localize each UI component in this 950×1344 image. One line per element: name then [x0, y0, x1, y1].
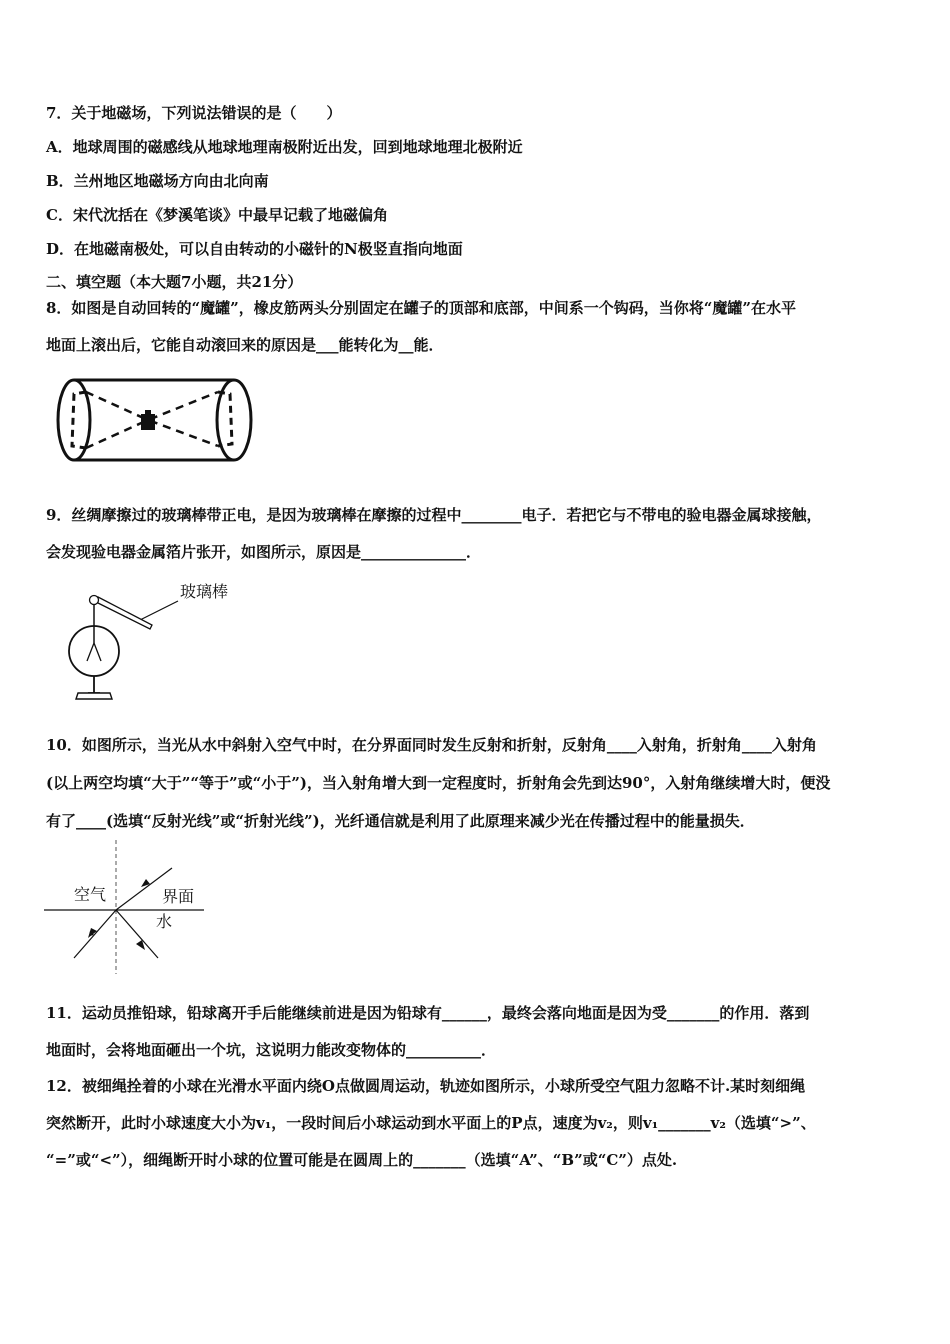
q12-line-3: “=”或“<”），细绳断开时小球的位置可能是在圆周上的_______（选填“A”、“B”或“C”）点处. — [46, 1151, 678, 1169]
water-label: 水 — [156, 912, 173, 931]
q8-line-1: 8．如图是自动回转的“魔罐”，橡皮筋两头分别固定在罐子的顶部和底部，中间系一个钩码，当你将“魔罐”在水平 — [46, 299, 796, 317]
q9-line-1: 9．丝绸摩擦过的玻璃棒带正电，是因为玻璃棒在摩擦的过程中________电子．若把它与不带电的验电器金属球接触， — [46, 506, 822, 524]
q8-line-2: 地面上滚出后，它能自动滚回来的原因是___能转化为__能． — [46, 336, 444, 354]
refraction-figure — [44, 840, 214, 976]
q7-stem: 7．关于地磁场，下列说法错误的是（ ） — [46, 104, 342, 122]
q9-line-2: 会发现验电器金属箔片张开，如图所示，原因是______________． — [46, 543, 482, 561]
section-heading: 二、填空题（本大题7小题，共21分） — [46, 273, 303, 291]
electroscope-figure — [60, 575, 250, 715]
q7-option-b: B．兰州地区地磁场方向由北向南 — [46, 172, 269, 190]
q10-line-1: 10．如图所示，当光从水中斜射入空气中时，在分界面同时发生反射和折射，反射角____入射角，折射角____入射角 — [46, 736, 817, 754]
q7-option-d: D．在地磁南极处，可以自由转动的小磁针的N极竖直指向地面 — [46, 240, 463, 258]
q11-line-1: 11．运动员推铅球，铅球离开手后能继续前进是因为铅球有______，最终会落向地面是因为受_______的作用．落到 — [46, 1004, 810, 1022]
air-label: 空气 — [74, 885, 107, 904]
interface-label: 界面 — [162, 887, 195, 906]
q7-option-c: C．宋代沈括在《梦溪笔谈》中最早记载了地磁偏角 — [46, 206, 388, 224]
q12-line-2: 突然断开，此时小球速度大小为v₁，一段时间后小球运动到水平面上的P点，速度为v₂，则v₁_______v₂（选填“>”、 — [46, 1114, 816, 1132]
q7-option-a: A．地球周围的磁感线从地球地理南极附近出发，回到地球地理北极附近 — [46, 138, 523, 156]
q10-line-3: 有了____(选填“反射光线”或“折射光线”)，光纤通信就是利用了此原理来减少光在传播过程中的能量损失． — [46, 812, 755, 830]
incident-ray — [74, 910, 116, 958]
q12-line-1: 12．被细绳拴着的小球在光滑水平面内绕O点做圆周运动，轨迹如图所示，小球所受空气阻力忽略不计.某时刻细绳 — [46, 1077, 806, 1095]
magic-can-figure — [52, 372, 257, 468]
glass-rod-label: 玻璃棒 — [180, 582, 229, 601]
q10-line-2: (以上两空均填“大于”“等于”或“小于”)，当入射角增大到一定程度时，折射角会先到达90°，入射角继续增大时，便没 — [46, 774, 831, 792]
q11-line-2: 地面时，会将地面砸出一个坑，这说明力能改变物体的__________． — [46, 1041, 497, 1059]
hook-weight — [141, 414, 155, 430]
reflected-ray — [116, 910, 158, 958]
